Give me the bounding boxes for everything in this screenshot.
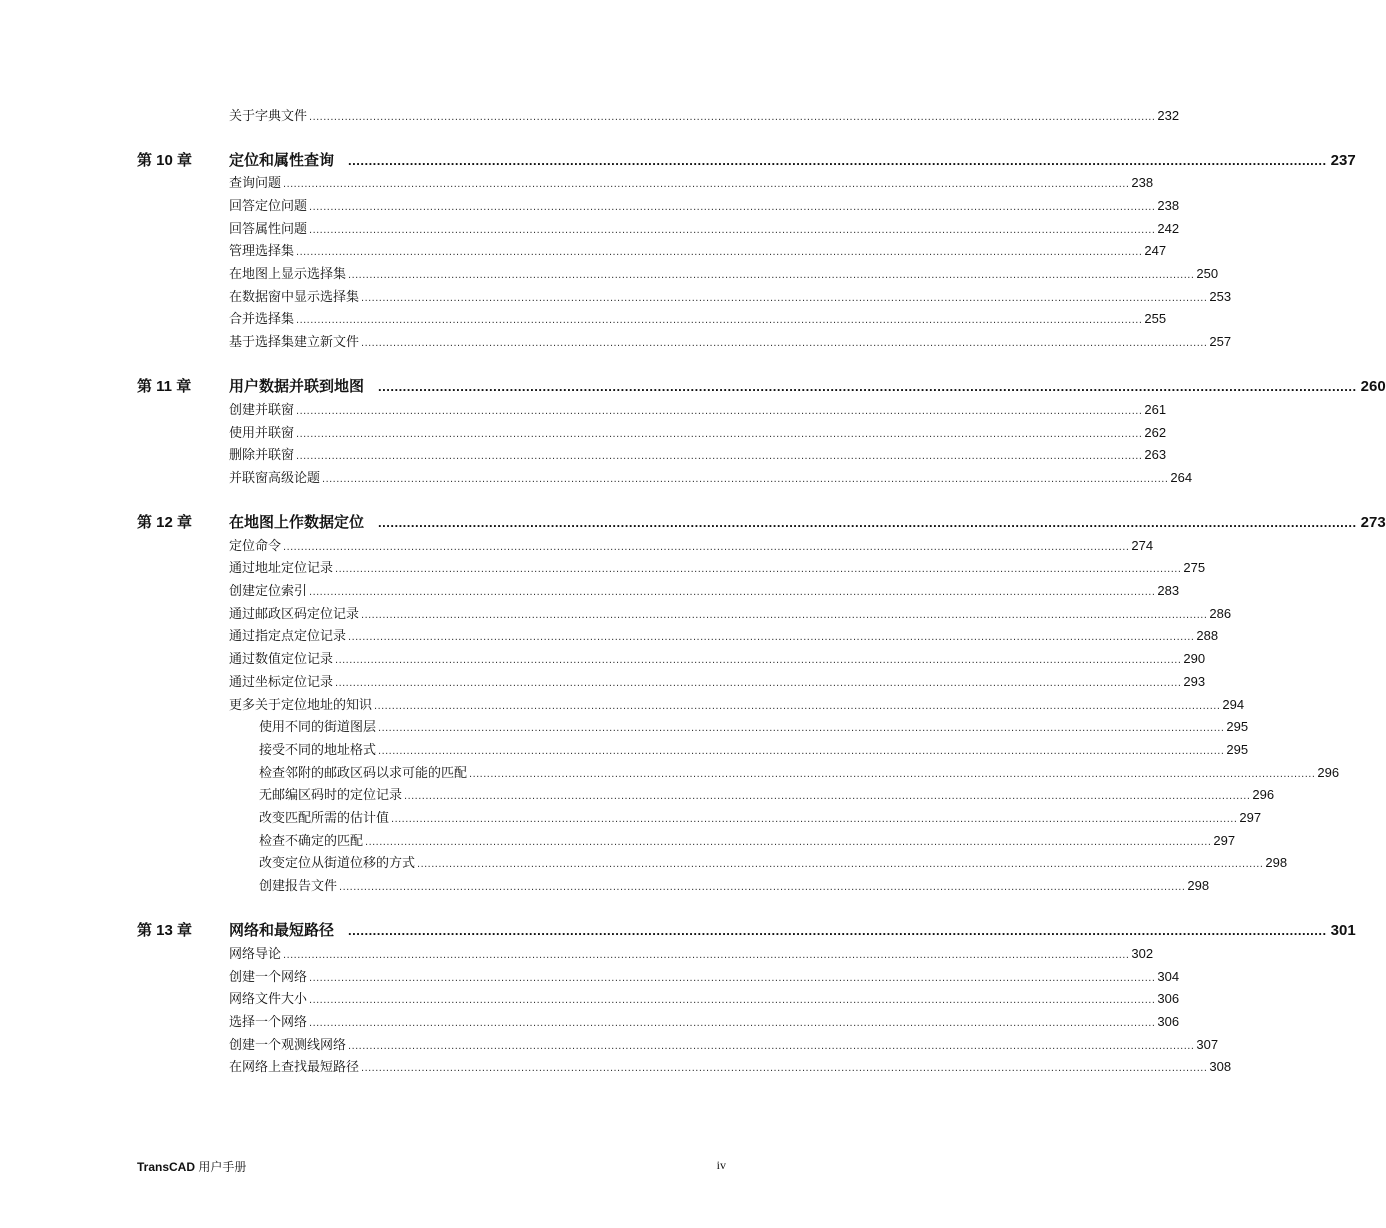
toc-entry-title: 并联窗高级论题	[229, 469, 321, 485]
chapter-title: 在地图上作数据定位	[229, 514, 365, 532]
chapter-heading[interactable]	[229, 150, 1356, 172]
toc-entry-title: 通过指定点定位记录	[229, 628, 347, 644]
toc-entry-title: 使用并联窗	[229, 424, 295, 440]
toc-entry-page: 294	[1222, 696, 1245, 712]
dot-leader: ..............................................................................................................................................................................................................................................	[348, 152, 1327, 168]
toc-entry-page: 298	[1187, 878, 1210, 894]
toc-subentry[interactable]	[259, 876, 1210, 896]
toc-entry-page: 242	[1157, 220, 1180, 236]
dot-leader: ..............................................................................................................................................................................................................................................	[335, 654, 1182, 667]
dot-leader: ..............................................................................................................................................................................................................................................	[361, 337, 1208, 350]
toc-entry-title: 接受不同的地址格式	[259, 741, 377, 757]
toc-entry-page: 264	[1170, 469, 1193, 485]
toc-entry-title: 创建一个观测线网络	[229, 1036, 347, 1052]
toc-entry-title: 删除并联窗	[229, 447, 295, 463]
toc-entry[interactable]	[229, 106, 1180, 126]
toc-entry[interactable]	[229, 989, 1180, 1009]
toc-entry-title: 创建报告文件	[259, 878, 338, 894]
toc-entry-page: 308	[1209, 1059, 1232, 1075]
dot-leader: ..............................................................................................................................................................................................................................................	[309, 994, 1156, 1007]
toc-entry-title: 改变匹配所需的估计值	[259, 810, 390, 825]
toc-entry-page: 274	[1131, 537, 1154, 553]
footer-brand	[137, 1158, 246, 1175]
toc-entry-page: 262	[1144, 424, 1167, 440]
toc-entry-page: 238	[1131, 175, 1154, 191]
chapter-label: 第 12 章	[137, 514, 193, 532]
dot-leader: ..............................................................................................................................................................................................................................................	[378, 744, 1225, 757]
dot-leader: ..............................................................................................................................................................................................................................................	[348, 923, 1327, 939]
dot-leader: ..............................................................................................................................................................................................................................................	[283, 540, 1130, 553]
toc-subentry[interactable]	[259, 785, 1275, 805]
dot-leader: ..............................................................................................................................................................................................................................................	[361, 1062, 1208, 1075]
toc-entry-title: 关于字典文件	[229, 108, 308, 123]
toc-entry-title: 基于选择集建立新文件	[229, 334, 360, 350]
dot-leader: ..............................................................................................................................................................................................................................................	[348, 269, 1195, 281]
footer-brand-name: TransCAD	[137, 1160, 196, 1174]
chapter-title: 用户数据并联到地图	[229, 378, 365, 396]
dot-leader: ..............................................................................................................................................................................................................................................	[339, 881, 1186, 894]
toc-entry-title: 使用不同的街道图层	[259, 719, 377, 735]
footer-page-number: iv	[716, 1158, 726, 1172]
toc-entry[interactable]	[229, 309, 1167, 329]
toc-subentry[interactable]	[259, 808, 1262, 828]
chapter-page: 273	[1360, 514, 1386, 532]
toc-entry-page: 286	[1209, 605, 1232, 621]
dot-leader: ..............................................................................................................................................................................................................................................	[348, 631, 1195, 644]
toc-entry[interactable]	[229, 558, 1206, 578]
toc-entry[interactable]	[229, 1057, 1232, 1077]
toc-entry-title: 创建一个网络	[229, 968, 308, 984]
toc-entry-page: 302	[1131, 945, 1154, 961]
toc-entry-title: 通过邮政区码定位记录	[229, 605, 360, 621]
toc-entry-title: 回答定位问题	[229, 197, 308, 213]
dot-leader: ..............................................................................................................................................................................................................................................	[296, 246, 1143, 259]
dot-leader: ..............................................................................................................................................................................................................................................	[309, 586, 1156, 598]
dot-leader: ..............................................................................................................................................................................................................................................	[335, 563, 1182, 576]
toc-entry-page: 296	[1317, 764, 1340, 780]
toc-entry-title: 回答属性问题	[229, 220, 308, 236]
toc-entry-page: 298	[1265, 855, 1288, 871]
toc-entry-page: 304	[1157, 968, 1180, 984]
toc-entry-title: 在网络上查找最短路径	[229, 1059, 360, 1075]
dot-leader: ..............................................................................................................................................................................................................................................	[361, 291, 1208, 304]
toc-entry[interactable]	[229, 581, 1180, 601]
toc-entry-page: 293	[1183, 673, 1206, 689]
toc-entry-page: 306	[1157, 1013, 1180, 1029]
toc-entry-title: 网络文件大小	[229, 991, 308, 1007]
toc-subentry[interactable]	[259, 740, 1249, 760]
toc-entry-title: 网络导论	[229, 945, 282, 961]
toc-entry-page: 296	[1252, 787, 1275, 803]
chapter-label: 第 11 章	[137, 378, 192, 396]
chapter-title: 网络和最短路径	[229, 922, 335, 940]
toc-entry-title: 检查不确定的匹配	[259, 832, 364, 848]
toc-entry-page: 307	[1196, 1036, 1219, 1052]
toc-entry[interactable]	[229, 468, 1193, 488]
chapter-title: 定位和属性查询	[229, 151, 335, 169]
toc-entry-page: 232	[1157, 108, 1180, 123]
toc-entry-title: 创建定位索引	[229, 583, 308, 598]
toc-entry[interactable]	[229, 1012, 1180, 1032]
toc-entry[interactable]	[229, 536, 1154, 556]
toc-entry-title: 检查邻附的邮政区码以求可能的匹配	[259, 764, 468, 780]
dot-leader: ..............................................................................................................................................................................................................................................	[361, 608, 1208, 621]
dot-leader: ..............................................................................................................................................................................................................................................	[378, 379, 1357, 395]
dot-leader: ..............................................................................................................................................................................................................................................	[296, 450, 1143, 463]
dot-leader: ..............................................................................................................................................................................................................................................	[335, 676, 1182, 689]
dot-leader: ..............................................................................................................................................................................................................................................	[309, 111, 1156, 123]
dot-leader: ..............................................................................................................................................................................................................................................	[309, 200, 1156, 213]
toc-entry[interactable]	[229, 672, 1206, 692]
toc-entry[interactable]	[229, 173, 1154, 193]
toc-entry[interactable]	[229, 1035, 1219, 1055]
chapter-heading[interactable]	[229, 512, 1386, 534]
toc-entry-title: 管理选择集	[229, 243, 295, 259]
dot-leader: ..............................................................................................................................................................................................................................................	[296, 404, 1143, 417]
toc-entry-title: 查询问题	[229, 175, 282, 191]
toc-entry-page: 297	[1213, 832, 1236, 848]
dot-leader: ..............................................................................................................................................................................................................................................	[322, 472, 1169, 485]
dot-leader: ..............................................................................................................................................................................................................................................	[417, 858, 1264, 871]
toc-entry-page: 247	[1144, 243, 1167, 259]
toc-entry-page: 253	[1209, 288, 1232, 304]
toc-subentry[interactable]	[259, 717, 1249, 737]
toc-entry-page: 255	[1144, 311, 1167, 327]
toc-entry-title: 创建并联窗	[229, 401, 295, 417]
toc-subentry[interactable]	[259, 831, 1236, 851]
toc-entry[interactable]	[229, 219, 1180, 239]
toc-entry-title: 在地图上显示选择集	[229, 266, 347, 281]
toc-entry-title: 选择一个网络	[229, 1013, 308, 1029]
chapter-heading[interactable]	[229, 376, 1386, 398]
toc-entry[interactable]	[229, 649, 1206, 669]
toc-entry-title: 定位命令	[229, 537, 282, 553]
toc-entry-title: 无邮编区码时的定位记录	[259, 787, 403, 803]
dot-leader: ..............................................................................................................................................................................................................................................	[309, 223, 1156, 236]
chapter-label: 第 13 章	[137, 922, 193, 940]
toc-entry[interactable]	[229, 332, 1232, 352]
dot-leader: ..............................................................................................................................................................................................................................................	[348, 1039, 1195, 1052]
toc-entry-title: 通过地址定位记录	[229, 560, 334, 576]
toc-entry[interactable]	[229, 241, 1167, 261]
chapter-page: 237	[1330, 151, 1356, 169]
toc-entry-page: 288	[1196, 628, 1219, 644]
dot-leader: ..............................................................................................................................................................................................................................................	[296, 427, 1143, 440]
dot-leader: ..............................................................................................................................................................................................................................................	[309, 971, 1156, 984]
toc-entry-page: 295	[1226, 741, 1249, 757]
toc-entry[interactable]	[229, 400, 1167, 420]
footer-subtitle: 用户手册	[198, 1160, 247, 1174]
toc-entry-page: 257	[1209, 334, 1232, 350]
toc-entry-title: 通过坐标定位记录	[229, 673, 334, 689]
toc-entry-page: 250	[1196, 266, 1219, 281]
toc-entry-page: 261	[1144, 401, 1167, 417]
chapter-heading[interactable]	[229, 920, 1356, 942]
toc-entry-page: 295	[1226, 719, 1249, 735]
chapter-label: 第 10 章	[137, 151, 193, 169]
toc-entry-page: 283	[1157, 583, 1180, 598]
toc-entry-page: 297	[1239, 810, 1262, 825]
toc-entry-title: 通过数值定位记录	[229, 651, 334, 667]
chapter-page: 301	[1330, 922, 1356, 940]
dot-leader: ..............................................................................................................................................................................................................................................	[391, 813, 1238, 825]
toc-entry[interactable]	[229, 264, 1219, 284]
toc-subentry[interactable]	[259, 763, 1340, 783]
toc-entry-page: 263	[1144, 447, 1167, 463]
chapter-page: 260	[1360, 378, 1386, 396]
toc-entry[interactable]	[229, 445, 1167, 465]
toc-entry[interactable]	[229, 423, 1167, 443]
dot-leader: ..............................................................................................................................................................................................................................................	[309, 1016, 1156, 1029]
dot-leader: ..............................................................................................................................................................................................................................................	[283, 178, 1130, 191]
toc-entry[interactable]	[229, 944, 1154, 964]
toc-entry[interactable]	[229, 604, 1232, 624]
dot-leader: ..............................................................................................................................................................................................................................................	[378, 515, 1357, 531]
toc-entry-page: 306	[1157, 991, 1180, 1007]
dot-leader: ..............................................................................................................................................................................................................................................	[365, 835, 1212, 848]
dot-leader: ..............................................................................................................................................................................................................................................	[378, 722, 1225, 735]
dot-leader: ..............................................................................................................................................................................................................................................	[404, 790, 1251, 803]
toc-entry[interactable]	[229, 626, 1219, 646]
toc-entry-page: 238	[1157, 197, 1180, 213]
toc-entry[interactable]	[229, 287, 1232, 307]
toc-entry-title: 更多关于定位地址的知识	[229, 696, 373, 712]
dot-leader: ..............................................................................................................................................................................................................................................	[283, 948, 1130, 961]
toc-entry-page: 275	[1183, 560, 1206, 576]
toc-entry-title: 合并选择集	[229, 311, 295, 327]
toc-entry-page: 290	[1183, 651, 1206, 667]
dot-leader: ..............................................................................................................................................................................................................................................	[469, 767, 1316, 780]
toc-subentry[interactable]	[259, 853, 1288, 873]
toc-entry[interactable]	[229, 695, 1245, 715]
toc-entry-title: 改变定位从街道位移的方式	[259, 855, 416, 871]
toc-entry[interactable]	[229, 967, 1180, 987]
toc-entry[interactable]	[229, 196, 1180, 216]
dot-leader: ..............................................................................................................................................................................................................................................	[296, 314, 1143, 327]
dot-leader: ..............................................................................................................................................................................................................................................	[374, 699, 1221, 712]
toc-entry-title: 在数据窗中显示选择集	[229, 288, 360, 304]
